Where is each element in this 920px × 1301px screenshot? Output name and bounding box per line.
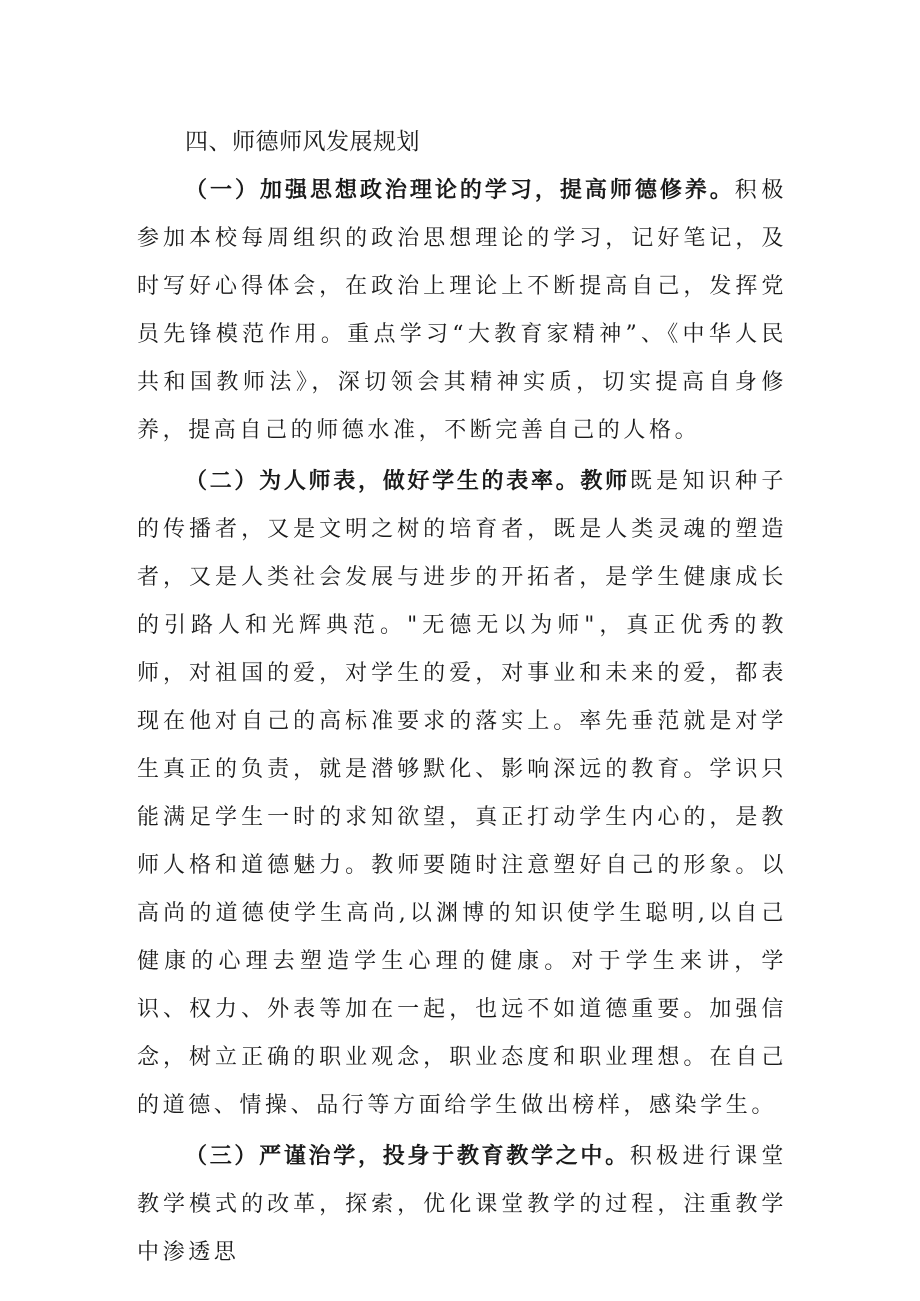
paragraph-3 [137, 1132, 787, 1277]
paragraph-1-body: 积极参加本校每周组织的政治思想理论的学习，记好笔记，及时写好心得体会，在政治上理论上不断提高自己，发挥党员先锋模范作用。重点学习“大教育家精神”、《中华人民共和国教师法》，深切领会其精神实质，切实提高自身修养，提高自己的师德水准，不断完善自己的人格。 [137, 178, 787, 443]
paragraph-1-lead: （一）加强思想政治理论的学习，提高师德修养。 [185, 177, 735, 203]
paragraph-1 [137, 166, 787, 455]
section-heading: 四、师德师风发展规划 [185, 129, 420, 155]
paragraph-2-lead: （二）为人师表，做好学生的表率。教师 [185, 468, 630, 494]
paragraph-3-body: 积极进行课堂教学模式的改革，探索，优化课堂教学的过程，注重教学中渗透思 [137, 1144, 787, 1265]
paragraph-3-lead: （三）严谨治学，投身于教育教学之中。 [185, 1143, 630, 1169]
paragraph-2-body: 既是知识种子的传播者，又是文明之树的培育者，既是人类灵魂的塑造者，又是人类社会发展与进步的开拓者，是学生健康成长的引路人和光辉典范。"无德无以为师"，真正优秀的教师，对祖国的爱，对学生的爱，对事业和未来的爱，都表现在他对自己的高标准要求的落实上。率先垂范就是对学生真正的负责，就是潜够默化、影响深远的教育。学识只能满足学生一时的求知欲望，真正打动学生内心的，是教师人格和道德魅力。教师要随时注意塑好自己的形象。以高尚的道德使学生高尚,以渊博的知识使学生聪明,以自己健康的心理去塑造学生心理的健康。对于学生来讲，学识、权力、外表等加在一起，也远不如道德重要。加强信念，树立正确的职业观念，职业态度和职业理想。在自己的道德、情操、品行等方面给学生做出榜样，感染学生。 [137, 469, 787, 1118]
paragraph-2 [137, 457, 787, 1130]
document-page [137, 118, 787, 1277]
